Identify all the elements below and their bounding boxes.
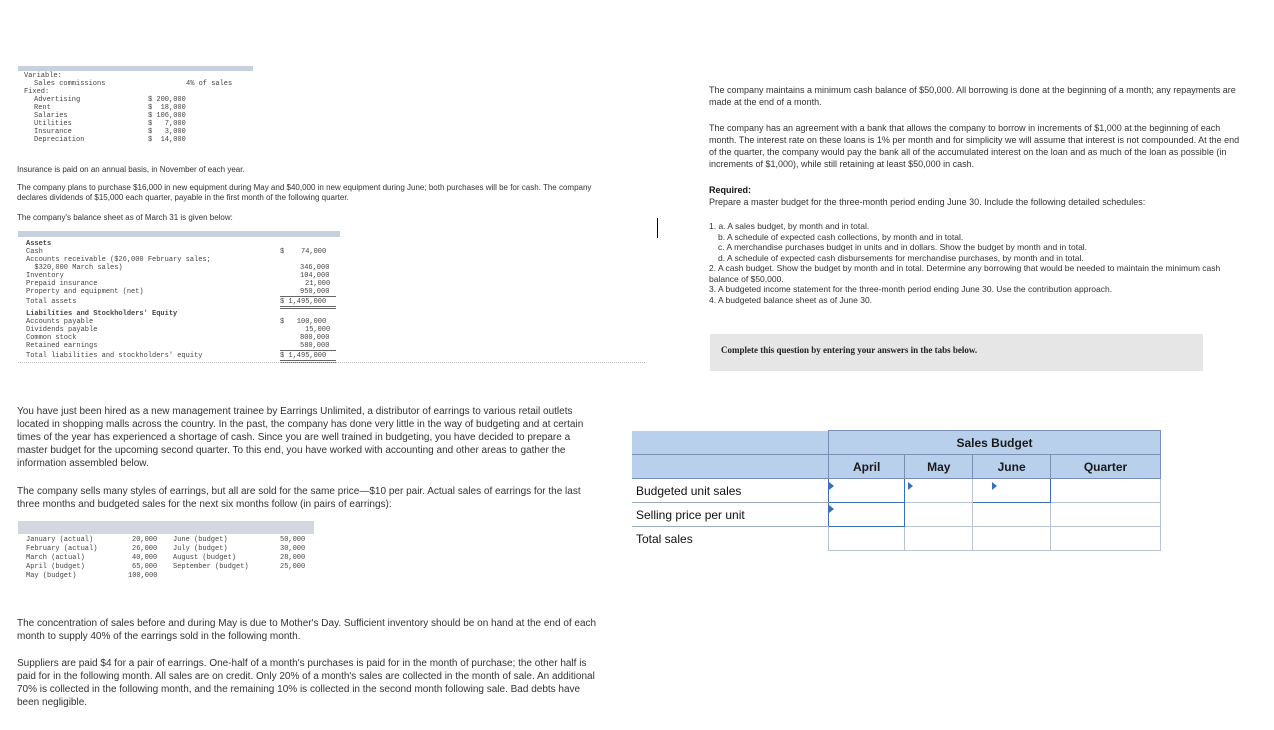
cost-label: Rent <box>34 104 51 112</box>
balance-sheet <box>18 238 340 362</box>
requirement-item: 2. A cash budget. Show the budget by month and in total. Determine any borrowing that would be needed to maintain the minimum cash balance of $50,000. <box>709 263 1221 284</box>
total-assets-value: $ 1,495,000 <box>280 298 327 306</box>
variable-label: Variable: <box>24 72 62 80</box>
sales-info-text: The company sells many styles of earrings, but all are sold for the same price—$10 per pair. Actual sales of earrings for the last three months and budgeted sales for the next six months follow (in pairs of earrings): <box>17 486 581 510</box>
quarter-price-cell <box>1050 503 1160 527</box>
cash-label: Cash <box>26 248 43 256</box>
history-month: July (budget) <box>173 545 228 553</box>
column-june: June <box>973 455 1051 479</box>
section-divider <box>18 362 645 363</box>
common-stock-value: 800,000 <box>300 334 330 342</box>
sales-budget-table <box>632 430 1161 551</box>
requirement-item: 3. A budgeted income statement for the three-month period ending June 30. Use the contribution approach. <box>709 284 1113 294</box>
instruction-banner <box>710 334 1203 371</box>
quarter-total-sales-cell <box>1050 527 1160 551</box>
row-label-selling-price: Selling price per unit <box>632 503 829 527</box>
cost-label: Depreciation <box>34 136 85 144</box>
requirement-item: d. A schedule of expected cash disbursements for merchandise purchases, by month and in total. <box>718 252 1084 263</box>
cash-value: $ 74,000 <box>280 248 327 256</box>
history-units: 100,000 <box>128 572 158 580</box>
bank-text: The company has an agreement with a bank that allows the company to borrow in increments of $1,000 at the beginning of each month. The interest rate on these loans is 1% per month and for simplicity we will assume that interest is not compounded. At the end of the quarter, the company would pay the bank all of the accumulated interest on the loan and as much of the loan as possible (in increments of $1,000), while still retaining at least $50,000 in cash. <box>709 123 1240 169</box>
instruction-text: Complete this question by entering your answers in the tabs below. <box>721 345 978 355</box>
requirement-item: 1. a. A sales budget, by month and in total. <box>709 221 870 231</box>
insurance-text: Insurance is paid on an annual basis, in November of each year. <box>17 165 245 174</box>
ppe-label: Property and equipment (net) <box>26 288 144 296</box>
cost-value: $ 200,000 <box>148 96 186 104</box>
requirements-list <box>709 221 1249 305</box>
ppe-value: 950,000 <box>300 288 330 296</box>
history-month: August (budget) <box>173 554 237 562</box>
april-price-input[interactable] <box>829 503 905 527</box>
april-unit-sales-input[interactable] <box>829 479 905 503</box>
retained-earnings-label: Retained earnings <box>26 342 98 350</box>
cost-value: $ 14,000 <box>148 136 186 144</box>
ap-label: Accounts payable <box>26 318 94 326</box>
history-units: 30,000 <box>280 545 306 553</box>
requirement-item: c. A merchandise purchases budget in units and in dollars. Show the budget by month and in total. <box>718 242 1088 252</box>
balance-sheet-header-bar <box>18 231 340 237</box>
required-label: Required: <box>709 185 752 195</box>
history-units: 20,000 <box>132 536 158 544</box>
fixed-label: Fixed: <box>24 88 50 96</box>
history-units: 65,000 <box>132 563 158 571</box>
ar-label-2: $320,000 March sales) <box>26 264 123 272</box>
history-month: April (budget) <box>26 563 85 571</box>
balance-intro-text: The company's balance sheet as of March 31 is given below: <box>17 213 233 222</box>
commissions-label: Sales commissions <box>34 80 106 88</box>
cost-value: $ 7,000 <box>148 120 186 128</box>
cost-label: Advertising <box>34 96 81 104</box>
quarter-unit-sales-cell <box>1050 479 1160 503</box>
commissions-value: 4% of sales <box>186 80 233 88</box>
assets-header: Assets <box>26 240 52 248</box>
requirement-item: 4. A budgeted balance sheet as of June 30. <box>709 294 873 305</box>
history-month: May (budget) <box>26 572 77 580</box>
min-cash-text: The company maintains a minimum cash balance of $50,000. All borrowing is done at the beginning of a month; any repayments are made at the end of a month. <box>709 85 1236 107</box>
inventory-label: Inventory <box>26 272 64 280</box>
input-marker-icon <box>908 482 913 490</box>
ar-label: Accounts receivable ($26,000 February sales; <box>26 256 211 264</box>
cost-label: Insurance <box>34 128 72 136</box>
history-units: 26,000 <box>132 545 158 553</box>
may-price-cell <box>905 503 973 527</box>
column-quarter: Quarter <box>1050 455 1160 479</box>
dividends-label: Dividends payable <box>26 326 98 334</box>
column-may: May <box>905 455 973 479</box>
history-units: 25,000 <box>280 563 306 571</box>
total-assets-label: Total assets <box>26 298 77 306</box>
equipment-text: The company plans to purchase $16,000 in new equipment during May and $40,000 in new equipment during June; both purchases will be for cash. The company declares dividends of $15,000 each quarter, payable in the first month of the following quarter. <box>17 183 592 202</box>
table-corner <box>632 455 829 479</box>
history-month: March (actual) <box>26 554 85 562</box>
intro-text: You have just been hired as a new management trainee by Earrings Unlimited, a distributor of earrings to various retail outlets located in shopping malls across the country. In the past, the company has done very little in the way of budgeting and at certain times of the year has experienced a shortage of cash. Since you are well trained in budgeting, you have decided to prepare a master budget for the upcoming second quarter. To this end, you have worked with accounting and other areas to gather the information assembled below. <box>17 406 584 469</box>
june-unit-sales-input[interactable] <box>973 479 1051 503</box>
cost-value: $ 18,000 <box>148 104 186 112</box>
sales-history-table <box>18 534 314 592</box>
input-marker-icon <box>829 505 834 513</box>
may-total-sales-cell <box>905 527 973 551</box>
divider <box>280 350 336 351</box>
table-corner <box>632 431 829 455</box>
required-text: Prepare a master budget for the three-month period ending June 30. Include the following detailed schedules: <box>709 197 1146 207</box>
history-units: 50,000 <box>280 536 306 544</box>
sales-history-header-bar <box>18 521 314 534</box>
cost-value: $ 3,000 <box>148 128 186 136</box>
divider <box>280 306 336 309</box>
prepaid-value: 21,000 <box>305 280 331 288</box>
may-unit-sales-input[interactable] <box>905 479 973 503</box>
history-units: 28,000 <box>280 554 306 562</box>
ap-value: $ 100,000 <box>280 318 327 326</box>
divider <box>280 296 336 297</box>
total-le-value: $ 1,495,000 <box>280 352 327 360</box>
history-month: June (budget) <box>173 536 228 544</box>
inventory-value: 104,000 <box>300 272 330 280</box>
prepaid-label: Prepaid insurance <box>26 280 98 288</box>
history-units: 40,000 <box>132 554 158 562</box>
history-month: September (budget) <box>173 563 249 571</box>
dividends-value: 15,000 <box>305 326 331 334</box>
cost-label: Utilities <box>34 120 72 128</box>
suppliers-text: Suppliers are paid $4 for a pair of earrings. One-half of a month's purchases is paid for in the month of purchase; the other half is paid for in the following month. All sales are on credit. Only 20% of a month's sales are collected in the month of sale. An additional 70% is collected in the following month, and the remaining 10% is collected in the second month following sale. Bad debts have been negligible. <box>17 658 595 708</box>
history-month: January (actual) <box>26 536 94 544</box>
row-label-total-sales: Total sales <box>636 531 693 546</box>
june-price-cell <box>973 503 1051 527</box>
cost-label: Salaries <box>34 112 68 120</box>
liabilities-header: Liabilities and Stockholders' Equity <box>26 310 178 318</box>
input-marker-icon <box>992 482 997 490</box>
april-total-sales-cell <box>829 527 905 551</box>
cost-table <box>18 71 253 149</box>
total-le-label: Total liabilities and stockholders' equity <box>26 352 203 360</box>
requirement-item: b. A schedule of expected cash collections, by month and in total. <box>718 231 964 242</box>
history-month: February (actual) <box>26 545 98 553</box>
column-april: April <box>829 455 905 479</box>
retained-earnings-value: 580,000 <box>300 342 330 350</box>
common-stock-label: Common stock <box>26 334 77 342</box>
concentration-text: The concentration of sales before and during May is due to Mother's Day. Sufficient inventory should be on hand at the end of each month to supply 40% of the earrings sold in the following month. <box>17 618 597 642</box>
table-title: Sales Budget <box>829 431 1161 455</box>
input-marker-icon <box>829 482 834 490</box>
june-total-sales-cell <box>973 527 1051 551</box>
cost-value: $ 106,000 <box>148 112 186 120</box>
ar-value: 346,000 <box>300 264 330 272</box>
text-cursor <box>657 218 658 238</box>
row-label-unit-sales: Budgeted unit sales <box>632 479 829 503</box>
